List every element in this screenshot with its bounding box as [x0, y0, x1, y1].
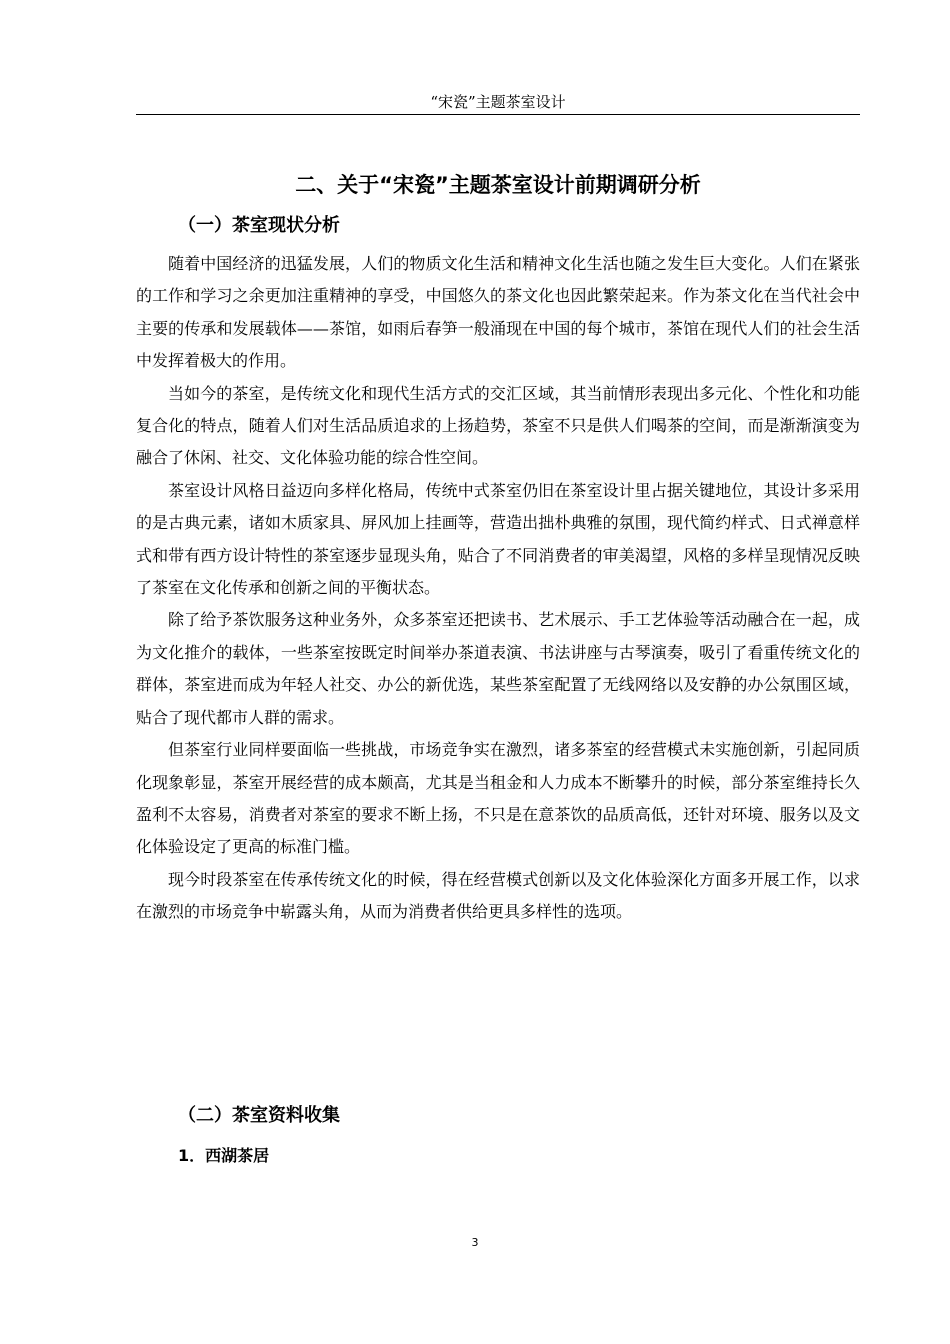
- section-title-current-status: （一）茶室现状分析: [178, 215, 340, 236]
- paragraph: 随着中国经济的迅猛发展，人们的物质文化生活和精神文化生活也随之发生巨大变化。人们在紧张的工作和学习之余更加注重精神的享受，中国悠久的茶文化也因此繁荣起来。作为茶文化在当代社会中主要的传承和发展载体——茶馆，如雨后春笋一般涌现在中国的每个城市，茶馆在现代人们的社会生活中发挥着极大的作用。: [136, 254, 860, 371]
- item-title-xihu-teahouse: 1．西湖茶居: [178, 1146, 270, 1165]
- running-header-title: “宋瓷”主题茶室设计: [430, 93, 566, 111]
- page-number: 3: [471, 1236, 479, 1249]
- paragraph: 现今时段茶室在传承传统文化的时候，得在经营模式创新以及文化体验深化方面多开展工作，以求在激烈的市场竞争中崭露头角，从而为消费者供给更具多样性的选项。: [136, 869, 860, 922]
- paragraph: 茶室设计风格日益迈向多样化格局，传统中式茶室仍旧在茶室设计里占据关键地位，其设计多采用的是古典元素，诸如木质家具、屏风加上挂画等，营造出拙朴典雅的氛围，现代简约样式、日式禅意样式和带有西方设计特性的茶室逐步显现头角，贴合了不同消费者的审美渴望，风格的多样呈现情况反映了茶室在文化传承和创新之间的平衡状态。: [136, 480, 860, 598]
- paragraph: 当如今的茶室，是传统文化和现代生活方式的交汇区域，其当前情形表现出多元化、个性化和功能复合化的特点，随着人们对生活品质追求的上扬趋势，茶室不只是供人们喝茶的空间，而是渐渐演变为融合了休闲、社交、文化体验功能的综合性空间。: [136, 383, 860, 468]
- paragraph: 除了给予茶饮服务这种业务外，众多茶室还把读书、艺术展示、手工艺体验等活动融合在一起，成为文化推介的载体，一些茶室按既定时间举办茶道表演、书法讲座与古琴演奏，吸引了看重传统文化的群体，茶室进而成为年轻人社交、办公的新优选，某些茶室配置了无线网络以及安静的办公氛围区域，贴合了现代都市人群的需求。: [136, 610, 860, 727]
- chapter-title: 二、关于“宋瓷”主题茶室设计前期调研分析: [295, 173, 701, 197]
- running-header: [136, 92, 860, 115]
- section-title-data-collection: （二）茶室资料收集: [178, 1105, 340, 1126]
- paragraph: 但茶室行业同样要面临一些挑战，市场竞争实在激烈，诸多茶室的经营模式未实施创新，引起同质化现象彰显，茶室开展经营的成本颇高，尤其是当租金和人力成本不断攀升的时候，部分茶室维持长久盈利不太容易，消费者对茶室的要求不断上扬，不只是在意茶饮的品质高低，还针对环境、服务以及文化体验设定了更高的标准门槛。: [136, 740, 860, 857]
- body-text: [136, 248, 860, 929]
